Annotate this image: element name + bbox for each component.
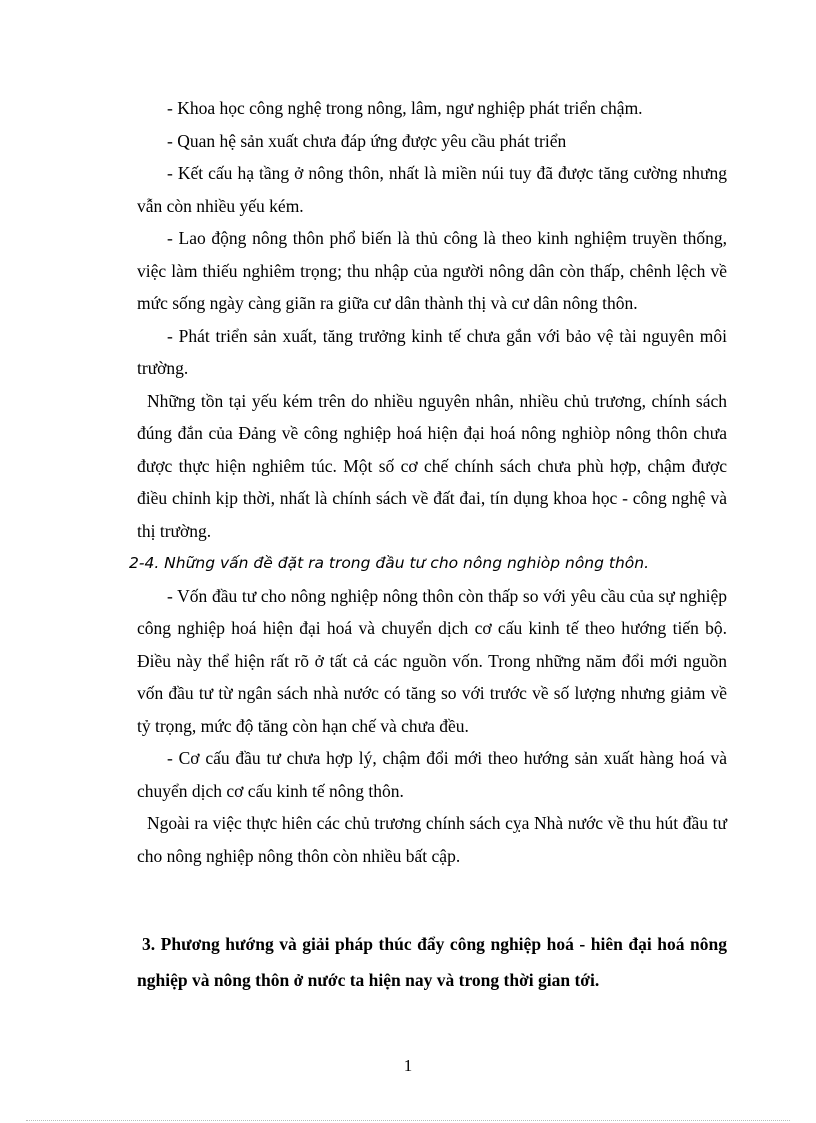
bullet-paragraph: - Khoa học công nghệ trong nông, lâm, ngư nghiệp phát triển chậm. [167, 98, 643, 118]
spacer [137, 872, 727, 926]
bullet-paragraph: - Vốn đầu tư cho nông nghiệp nông thôn còn thấp so với yêu cầu của sự nghiệp công nghiệp hoá hiện đại hoá và chuyển dịch cơ cấu kinh tế theo hướng tiến bộ. Điều này thể hiện rất rõ ở tất cả các nguồn vốn. Trong những năm đổi mới nguồn vốn đầu tư từ ngân sách nhà nước có tăng so với trước về số lượng nhưng giảm về tỷ trọng, mức độ tăng còn hạn chế và chưa đều. [137, 585, 727, 736]
bullet-paragraph: - Phát triển sản xuất, tăng trưởng kinh tế chưa gắn với bảo vệ tài nguyên môi trường. [137, 325, 727, 378]
subsection-heading: 2-4. Những vấn đề đặt ra trong đầu tư cho nông nghiòp nông thôn. [129, 554, 650, 572]
section-heading: 3. Phương hướng và giải pháp thúc đẩy công nghiệp hoá - hiên đại hoá nông nghiệp và nông thôn ở nước ta hiện nay và trong thời gian tới. [137, 934, 727, 990]
bullet-paragraph: - Lao động nông thôn phổ biến là thủ công là theo kinh nghiệm truyền thống, việc làm thiếu nghiêm trọng; thu nhập của người nông dân còn thấp, chênh lệch về mức sống ngày càng giãn ra giữa cư dân thành thị và cư dân nông thôn. [137, 228, 727, 313]
document-body [129, 92, 727, 998]
bullet-paragraph: - Kết cấu hạ tầng ở nông thôn, nhất là miền núi tuy đã được tăng cường nhưng vẫn còn nhiều yếu kém. [137, 163, 727, 216]
footer-divider [26, 1120, 790, 1121]
bullet-paragraph: - Quan hệ sản xuất chưa đáp ứng được yêu cầu phát triển [167, 130, 567, 151]
page-number: 1 [403, 1056, 413, 1075]
body-paragraph: Ngoài ra việc thực hiên các chủ trương chính sách cỵa Nhà nước về thu hút đầu tư cho nông nghiệp nông thôn còn nhiều bất cập. [137, 813, 727, 866]
bullet-paragraph: - Cơ cấu đầu tư chưa hợp lý, chậm đổi mới theo hướng sản xuất hàng hoá và chuyển dịch cơ cấu kinh tế nông thôn. [137, 748, 727, 801]
body-paragraph: Những tồn tại yếu kém trên do nhiều nguyên nhân, nhiều chủ trương, chính sách đúng đắn của Đảng về công nghiệp hoá hiện đại hoá nông nghiòp nông thôn chưa được thực hiện nghiêm túc. Một số cơ chế chính sách chưa phù hợp, chậm được điều chỉnh kịp thời, nhất là chính sách về đất đai, tín dụng khoa học - công nghệ và thị trường. [137, 390, 727, 541]
